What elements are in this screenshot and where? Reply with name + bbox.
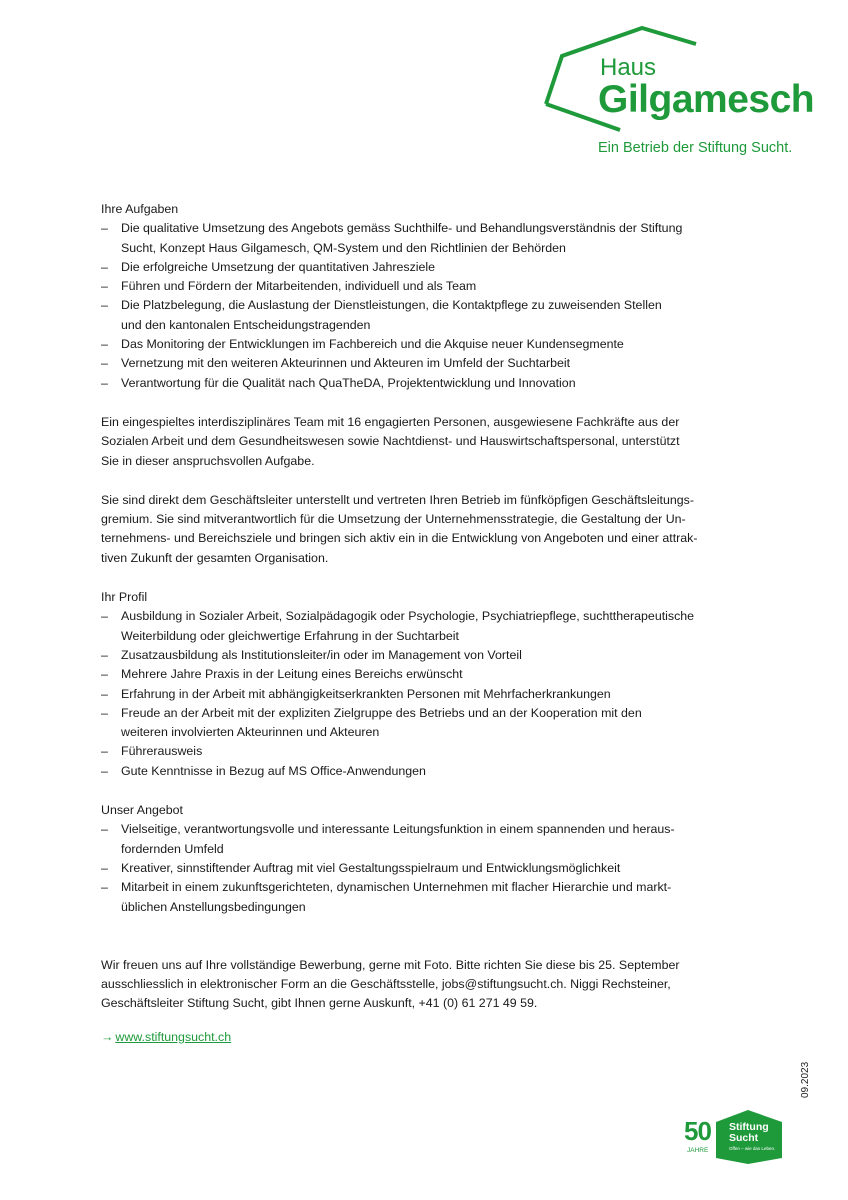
aufgaben-list (101, 219, 731, 393)
website-link[interactable]: www.stiftungsucht.ch (115, 1029, 232, 1044)
badge-sucht-text: Sucht (729, 1132, 759, 1144)
team-paragraph: Ein eingespieltes interdisziplinäres Team mit 16 engagierten Personen, ausgewiesene Fachkräfte aus der Sozialen Arbeit und dem Gesundheitswesen sowie Nachtdienst- und Hauswirtschaftspersonal, unterstützt Sie in dieser anspruchsvollen Aufgabe. (101, 414, 680, 468)
arrow-right-icon: → (101, 1029, 114, 1044)
badge-stiftung-text: Stiftung (729, 1121, 769, 1133)
document-body (101, 200, 731, 1047)
list-item: – Ausbildung in Sozialer Arbeit, Sozialpädagogik oder Psychologie, Psychiatriepflege, suchttherapeutische Weiterbildung oder gleichwertige Erfahrung in der Suchtarbeit (101, 609, 695, 643)
profil-list (101, 607, 731, 781)
logo-haus-text: Haus (600, 54, 657, 81)
list-item: – Mehrere Jahre Praxis in der Leitung eines Bereichs erwünscht (101, 667, 463, 682)
list-item: – Führerausweis (101, 744, 203, 759)
website-link-row (101, 1028, 731, 1047)
section-heading-angebot: Unser Angebot (101, 803, 183, 818)
badge-jahre-text: JAHRE (687, 1147, 709, 1154)
badge-number: 50 (684, 1116, 711, 1146)
section-heading-aufgaben: Ihre Aufgaben (101, 202, 179, 216)
list-item: – Mitarbeit in einem zukunftsgerichteten, dynamischen Unternehmen mit flacher Hierarchie und markt- üblichen Anstellungsbedingungen (101, 880, 672, 914)
role-paragraph: Sie sind direkt dem Geschäftsleiter unterstellt und vertreten Ihren Betrieb im fünfköpfigen Geschäftsleitungs- gremium. Sie sind mitverantwortlich für die Umsetzung der Unternehmensstrategie, die Gestaltung der Un- ternehmens- und Bereichsziele und bringen sich aktiv ein in die Entwicklung von Angeboten und einer attrak- tiven Zukunft der gesamten Organisation. (101, 492, 698, 565)
angebot-list (101, 820, 731, 916)
list-item: – Die erfolgreiche Umsetzung der quantitativen Jahresziele (101, 259, 436, 274)
section-heading-profil: Ihr Profil (101, 590, 148, 605)
list-item: – Das Monitoring der Entwicklungen im Fachbereich und die Akquise neuer Kundensegmente (101, 337, 624, 352)
list-item: – Zusatzausbildung als Institutionsleiter/in oder im Management von Vorteil (101, 647, 522, 662)
list-item: – Freude an der Arbeit mit der expliziten Zielgruppe des Betriebs und an der Kooperation mit den weiteren involvierten Akteurinnen und Akteuren (101, 705, 642, 740)
list-item: – Vielseitige, verantwortungsvolle und interessante Leitungsfunktion in einem spannenden und heraus- fordernden Umfeld (101, 822, 675, 856)
logo-tagline: Ein Betrieb der Stiftung Sucht. (598, 140, 793, 156)
list-item: – Gute Kenntnisse in Bezug auf MS Office-Anwendungen (101, 763, 426, 778)
list-item: – Kreativer, sinnstiftender Auftrag mit viel Gestaltungsspielraum und Entwicklungsmöglichkeit (101, 860, 621, 875)
logo-gilgamesch-text: Gilgamesch (598, 78, 815, 121)
list-item: – Führen und Fördern der Mitarbeitenden, individuell und als Team (101, 279, 477, 294)
list-item: – Verantwortung für die Qualität nach QuaTheDA, Projektentwicklung und Innovation (101, 375, 576, 390)
list-item: – Die qualitative Umsetzung des Angebots gemäss Suchthilfe- und Behandlungsverständnis der Stiftung Sucht, Konzept Haus Gilgamesch, QM-System und den Richtlinien der Behörden (101, 221, 683, 255)
list-item: – Die Platzbelegung, die Auslastung der Dienstleistungen, die Kontaktpflege zu zuweisenden Stellen und den kantonalen Entscheidungstragenden (101, 298, 662, 332)
badge-tagline: Offen – wie das Leben. (729, 1146, 776, 1151)
document-date: 09.2023 (800, 1061, 811, 1098)
list-item: – Erfahrung in der Arbeit mit abhängigkeitserkrankten Personen mit Mehrfacherkrankungen (101, 686, 611, 701)
closing-paragraph: Wir freuen uns auf Ihre vollständige Bewerbung, gerne mit Foto. Bitte richten Sie diese bis 25. September ausschliesslich in elektronischer Form an die Geschäftsstelle, jobs@stiftungsucht.ch. Niggi Rechsteiner, Geschäftsleiter Stiftung Sucht, gibt Ihnen gerne Auskunft, +41 (0) 61 271 49 59. (101, 957, 680, 1011)
stiftung-sucht-50-jahre-logo (684, 1108, 794, 1168)
haus-gilgamesch-logo (540, 22, 820, 162)
list-item: – Vernetzung mit den weiteren Akteurinnen und Akteuren im Umfeld der Suchtarbeit (101, 356, 571, 371)
